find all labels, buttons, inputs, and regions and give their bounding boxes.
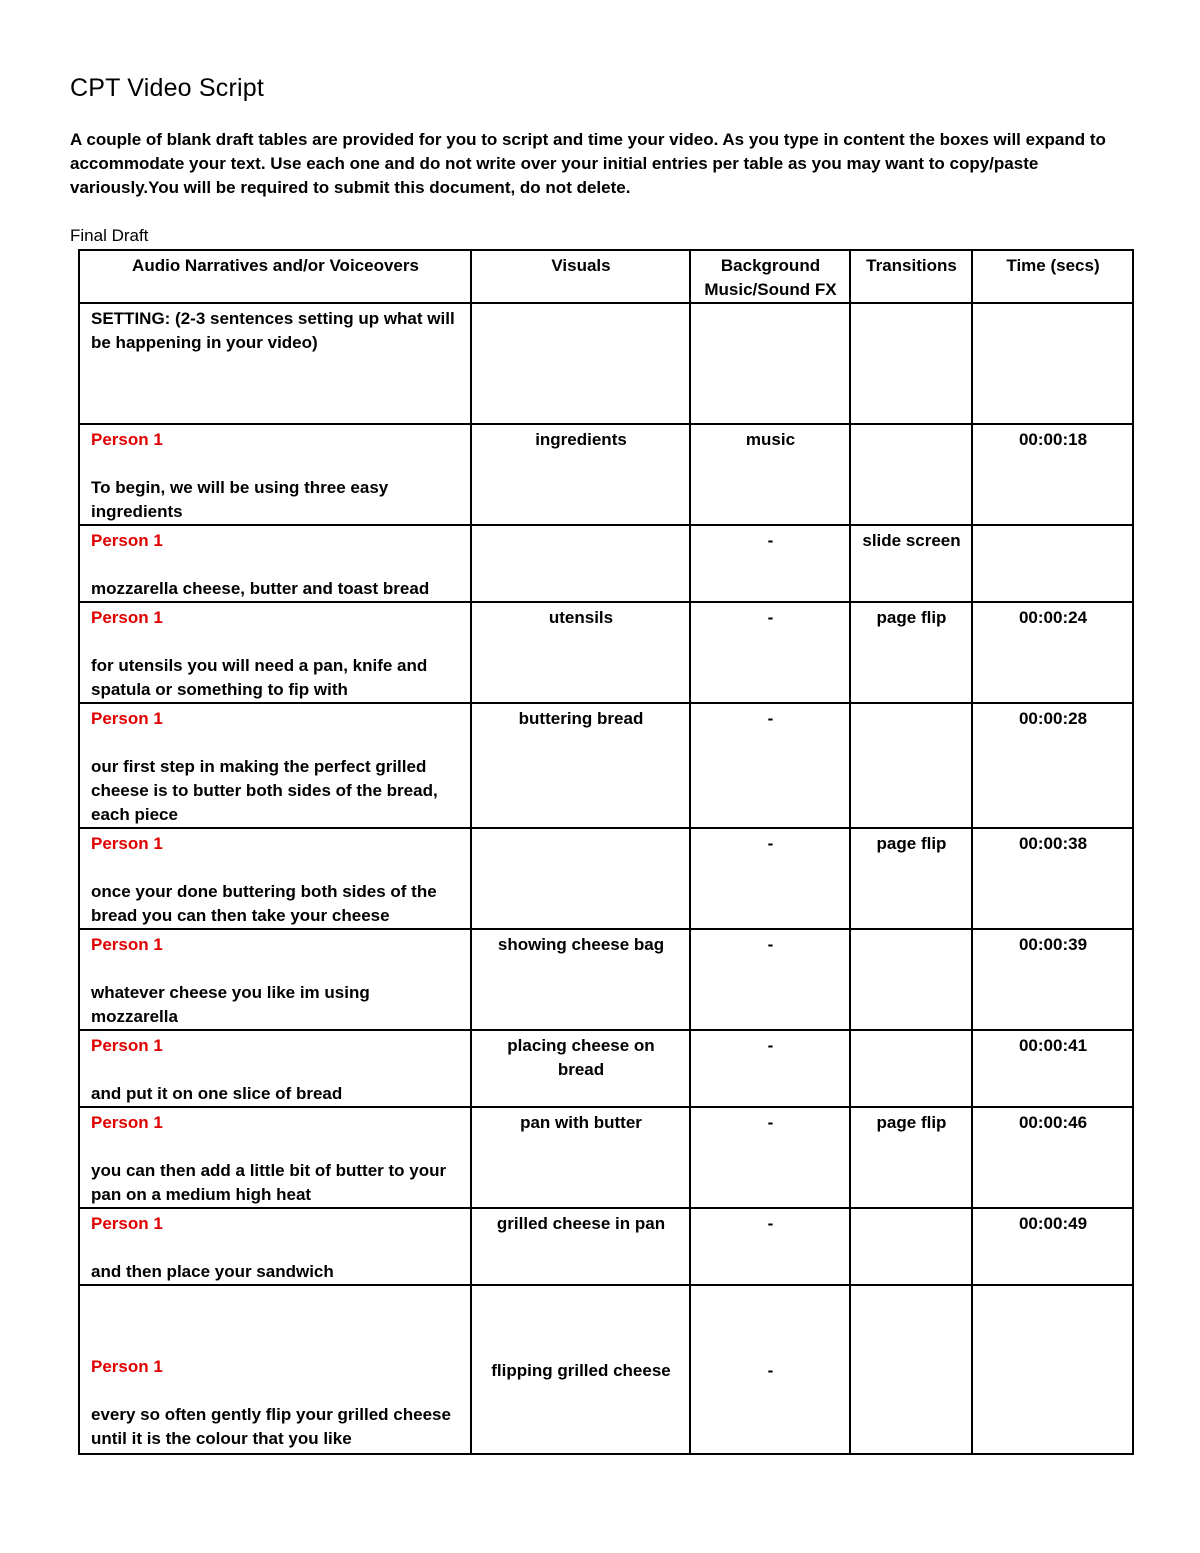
script-table — [78, 249, 1134, 1455]
time-cell[interactable]: 00:00:39 — [972, 929, 1133, 1030]
sound-cell[interactable]: - — [690, 1208, 850, 1285]
visuals-cell[interactable]: ingredients — [471, 424, 690, 525]
narration-text: whatever cheese you like im using mozzarella — [91, 983, 370, 1026]
visuals-cell[interactable]: placing cheese on bread — [471, 1030, 690, 1107]
table-row — [79, 602, 1133, 703]
visuals-cell[interactable]: pan with butter — [471, 1107, 690, 1208]
time-cell[interactable]: 00:00:46 — [972, 1107, 1133, 1208]
narration-text: and then place your sandwich — [91, 1262, 334, 1281]
table-row — [79, 929, 1133, 1030]
narration-cell[interactable] — [79, 424, 471, 525]
speaker-label: Person 1 — [91, 1113, 163, 1132]
setting-time-cell[interactable] — [972, 303, 1133, 424]
transition-cell[interactable] — [850, 1030, 972, 1107]
time-cell[interactable]: 00:00:38 — [972, 828, 1133, 929]
narration-text: for utensils you will need a pan, knife and spatula or something to fip with — [91, 656, 428, 699]
table-row — [79, 703, 1133, 828]
table-label: Final Draft — [70, 226, 149, 245]
header-visuals: Visuals — [471, 250, 690, 303]
visuals-cell[interactable]: flipping grilled cheese — [471, 1285, 690, 1454]
narration-cell[interactable] — [79, 1285, 471, 1454]
table-row — [79, 1285, 1133, 1454]
setting-cell[interactable]: SETTING: (2-3 sentences setting up what will be happening in your video) — [79, 303, 471, 424]
narration-text: To begin, we will be using three easy ingredients — [91, 478, 389, 521]
transition-cell[interactable]: page flip — [850, 1107, 972, 1208]
sound-cell[interactable]: - — [690, 525, 850, 602]
narration-text: every so often gently flip your grilled cheese until it is the colour that you like — [91, 1405, 451, 1448]
narration-text: mozzarella cheese, butter and toast bread — [91, 579, 430, 598]
sound-cell[interactable]: - — [690, 1030, 850, 1107]
speaker-label: Person 1 — [91, 1357, 163, 1376]
speaker-label: Person 1 — [91, 834, 163, 853]
visuals-cell[interactable] — [471, 525, 690, 602]
table-row — [79, 1030, 1133, 1107]
table-row — [79, 828, 1133, 929]
transition-cell[interactable]: slide screen — [850, 525, 972, 602]
transition-cell[interactable] — [850, 1208, 972, 1285]
visuals-cell[interactable]: buttering bread — [471, 703, 690, 828]
setting-sound-cell[interactable] — [690, 303, 850, 424]
transition-cell[interactable] — [850, 703, 972, 828]
table-row — [79, 1208, 1133, 1285]
narration-text: and put it on one slice of bread — [91, 1084, 343, 1103]
sound-cell[interactable]: - — [690, 1285, 850, 1454]
table-row — [79, 1107, 1133, 1208]
time-cell[interactable]: 00:00:18 — [972, 424, 1133, 525]
header-time: Time (secs) — [972, 250, 1133, 303]
header-transitions: Transitions — [850, 250, 972, 303]
header-sound: Background Music/Sound FX — [690, 250, 850, 303]
narration-cell[interactable] — [79, 1208, 471, 1285]
setting-transition-cell[interactable] — [850, 303, 972, 424]
visuals-cell[interactable]: showing cheese bag — [471, 929, 690, 1030]
narration-cell[interactable] — [79, 525, 471, 602]
sound-cell[interactable]: - — [690, 602, 850, 703]
time-cell[interactable] — [972, 525, 1133, 602]
setting-row — [79, 303, 1133, 424]
header-audio: Audio Narratives and/or Voiceovers — [79, 250, 471, 303]
narration-text: our first step in making the perfect grilled cheese is to butter both sides of the bread, each piece — [91, 757, 438, 824]
narration-cell[interactable] — [79, 828, 471, 929]
sound-cell[interactable]: music — [690, 424, 850, 525]
setting-visuals-cell[interactable] — [471, 303, 690, 424]
transition-cell[interactable]: page flip — [850, 602, 972, 703]
narration-cell[interactable] — [79, 1107, 471, 1208]
narration-cell[interactable] — [79, 929, 471, 1030]
speaker-label: Person 1 — [91, 1214, 163, 1233]
speaker-label: Person 1 — [91, 709, 163, 728]
narration-cell[interactable] — [79, 703, 471, 828]
sound-cell[interactable]: - — [690, 703, 850, 828]
narration-text: once your done buttering both sides of the bread you can then take your cheese — [91, 882, 437, 925]
time-cell[interactable]: 00:00:28 — [972, 703, 1133, 828]
speaker-label: Person 1 — [91, 608, 163, 627]
narration-cell[interactable] — [79, 602, 471, 703]
time-cell[interactable]: 00:00:49 — [972, 1208, 1133, 1285]
header-row — [79, 250, 1133, 303]
table-row — [79, 424, 1133, 525]
speaker-label: Person 1 — [91, 531, 163, 550]
time-cell[interactable] — [972, 1285, 1133, 1454]
transition-cell[interactable] — [850, 1285, 972, 1454]
sound-cell[interactable]: - — [690, 929, 850, 1030]
transition-cell[interactable] — [850, 424, 972, 525]
sound-cell[interactable]: - — [690, 828, 850, 929]
intro-paragraph: A couple of blank draft tables are provided for you to script and time your video. As you type in content the boxes will expand to accommodate your text. Use each one and do not write over your initial entries per table as you may want to copy/paste variously.You will be required to submit this document, do not delete. — [70, 130, 1106, 197]
transition-cell[interactable] — [850, 929, 972, 1030]
sound-cell[interactable]: - — [690, 1107, 850, 1208]
visuals-cell[interactable]: grilled cheese in pan — [471, 1208, 690, 1285]
visuals-cell[interactable] — [471, 828, 690, 929]
table-row — [79, 525, 1133, 602]
time-cell[interactable]: 00:00:24 — [972, 602, 1133, 703]
transition-cell[interactable]: page flip — [850, 828, 972, 929]
page-title: CPT Video Script — [70, 74, 265, 102]
narration-text: you can then add a little bit of butter to your pan on a medium high heat — [91, 1161, 447, 1204]
time-cell[interactable]: 00:00:41 — [972, 1030, 1133, 1107]
visuals-cell[interactable]: utensils — [471, 602, 690, 703]
speaker-label: Person 1 — [91, 935, 163, 954]
speaker-label: Person 1 — [91, 1036, 163, 1055]
narration-cell[interactable] — [79, 1030, 471, 1107]
speaker-label: Person 1 — [91, 430, 163, 449]
